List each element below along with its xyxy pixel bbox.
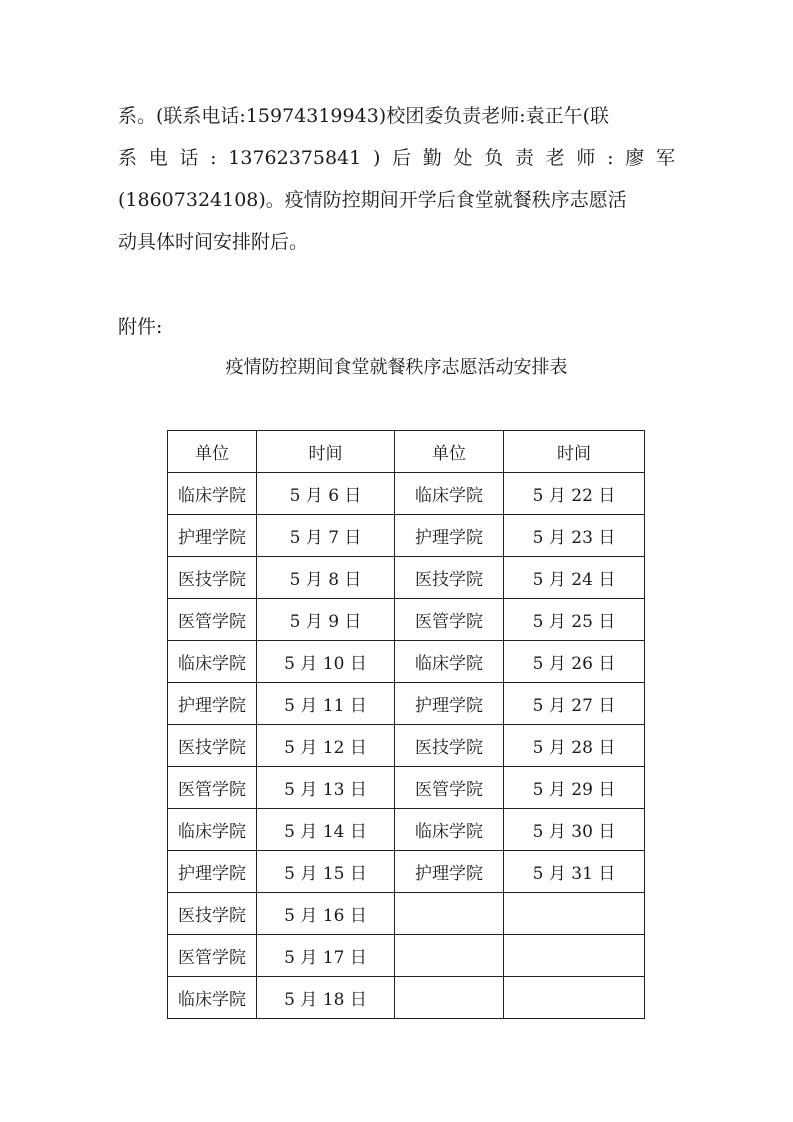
table-row — [168, 935, 645, 977]
unit-cell: 护理学院 — [168, 851, 257, 893]
unit-cell: 医管学院 — [168, 599, 257, 641]
paragraph-line-2-char: 后 — [392, 147, 412, 169]
table-title: 疫情防控期间食堂就餐秩序志愿活动安排表 — [225, 357, 568, 378]
date-cell: 5 月 11 日 — [257, 683, 395, 725]
date-cell: 5 月 7 日 — [257, 515, 395, 557]
date-cell: 5 月 6 日 — [257, 473, 395, 515]
date-cell: 5 月 29 日 — [504, 767, 645, 809]
unit-cell: 临床学院 — [168, 977, 257, 1019]
table-row — [168, 725, 645, 767]
unit-cell: 医管学院 — [395, 767, 504, 809]
attachment-label: 附件: — [118, 316, 163, 338]
unit-cell — [395, 977, 504, 1019]
paragraph-line-2-phone: 13762375841 — [228, 147, 362, 169]
unit-cell: 医技学院 — [395, 557, 504, 599]
paragraph-line-2-char: 军 — [655, 147, 675, 169]
schedule-table — [167, 430, 645, 1019]
table-row — [168, 515, 645, 557]
date-cell: 5 月 30 日 — [504, 809, 645, 851]
table-row — [168, 767, 645, 809]
unit-cell: 临床学院 — [168, 641, 257, 683]
table-row — [168, 893, 645, 935]
unit-cell: 护理学院 — [395, 683, 504, 725]
date-cell: 5 月 18 日 — [257, 977, 395, 1019]
unit-cell — [395, 935, 504, 977]
unit-cell: 医管学院 — [395, 599, 504, 641]
paragraph-line-2-char: 责 — [514, 147, 534, 169]
table-row — [168, 557, 645, 599]
date-cell — [504, 977, 645, 1019]
unit-cell: 医技学院 — [395, 725, 504, 767]
date-cell: 5 月 8 日 — [257, 557, 395, 599]
unit-cell: 医技学院 — [168, 725, 257, 767]
paragraph-line-2-char: 老 — [545, 147, 565, 169]
date-cell: 5 月 12 日 — [257, 725, 395, 767]
date-cell: 5 月 22 日 — [504, 473, 645, 515]
unit-cell: 护理学院 — [395, 515, 504, 557]
paragraph-line-2-char: 话 — [179, 147, 199, 169]
unit-cell: 护理学院 — [168, 515, 257, 557]
unit-cell — [395, 893, 504, 935]
paragraph-line-2-char: : — [607, 147, 614, 169]
paragraph-line-2 — [118, 146, 675, 170]
date-cell: 5 月 17 日 — [257, 935, 395, 977]
date-cell: 5 月 27 日 — [504, 683, 645, 725]
table-row — [168, 683, 645, 725]
paragraph-line-2-char: 负 — [484, 147, 504, 169]
paragraph-line-4: 动具体时间安排附后。 — [118, 231, 309, 253]
date-cell: 5 月 10 日 — [257, 641, 395, 683]
unit-cell: 护理学院 — [395, 851, 504, 893]
table-row — [168, 851, 645, 893]
header-time: 时间 — [504, 431, 645, 473]
paragraph-line-2-char: 廖 — [625, 147, 645, 169]
unit-cell: 医技学院 — [168, 557, 257, 599]
unit-cell: 医技学院 — [168, 893, 257, 935]
paragraph-line-2-char: 电 — [148, 147, 168, 169]
date-cell — [504, 935, 645, 977]
paragraph-line-2-char: : — [210, 147, 217, 169]
date-cell: 5 月 16 日 — [257, 893, 395, 935]
unit-cell: 临床学院 — [395, 641, 504, 683]
date-cell: 5 月 14 日 — [257, 809, 395, 851]
unit-cell: 护理学院 — [168, 683, 257, 725]
unit-cell: 医管学院 — [168, 935, 257, 977]
paragraph-line-2-char: 师 — [576, 147, 596, 169]
header-unit: 单位 — [168, 431, 257, 473]
date-cell: 5 月 23 日 — [504, 515, 645, 557]
paragraph-line-2-char: 勤 — [422, 147, 442, 169]
paragraph-line-2-char: ) — [372, 147, 381, 169]
table-header-row — [168, 431, 645, 473]
unit-cell: 医管学院 — [168, 767, 257, 809]
table-row — [168, 473, 645, 515]
paragraph-line-2-char: 处 — [453, 147, 473, 169]
table-row — [168, 809, 645, 851]
date-cell: 5 月 15 日 — [257, 851, 395, 893]
unit-cell: 临床学院 — [395, 473, 504, 515]
table-row — [168, 599, 645, 641]
paragraph-line-3: (18607324108)。疫情防控期间开学后食堂就餐秩序志愿活 — [118, 189, 627, 211]
unit-cell: 临床学院 — [168, 809, 257, 851]
paragraph-line-1: 系。(联系电话:15974319943)校团委负责老师:袁正午(联 — [118, 105, 610, 127]
unit-cell: 临床学院 — [395, 809, 504, 851]
header-unit: 单位 — [395, 431, 504, 473]
date-cell: 5 月 9 日 — [257, 599, 395, 641]
paragraph-line-2-char: 系 — [118, 147, 138, 169]
unit-cell: 临床学院 — [168, 473, 257, 515]
date-cell: 5 月 24 日 — [504, 557, 645, 599]
date-cell: 5 月 28 日 — [504, 725, 645, 767]
table-row — [168, 977, 645, 1019]
header-time: 时间 — [257, 431, 395, 473]
date-cell: 5 月 26 日 — [504, 641, 645, 683]
date-cell: 5 月 25 日 — [504, 599, 645, 641]
date-cell — [504, 893, 645, 935]
schedule-table-body — [168, 473, 645, 1019]
date-cell: 5 月 13 日 — [257, 767, 395, 809]
table-row — [168, 641, 645, 683]
date-cell: 5 月 31 日 — [504, 851, 645, 893]
